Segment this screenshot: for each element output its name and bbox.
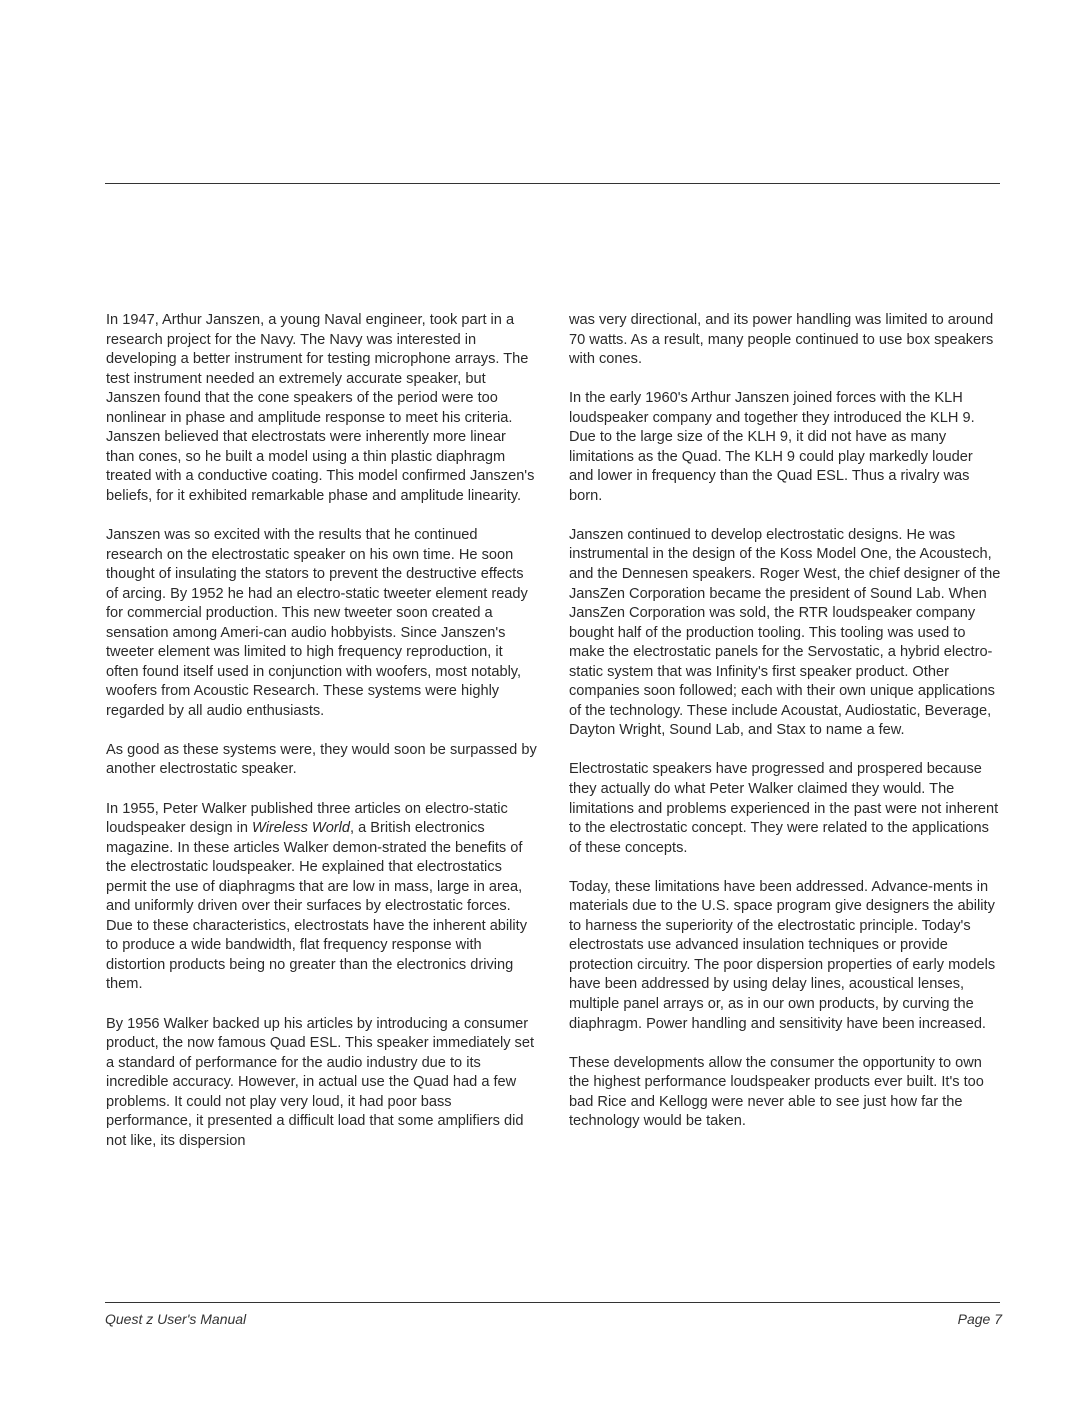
footer-manual-title: Quest z User's Manual bbox=[105, 1311, 247, 1327]
paragraph: Janszen was so excited with the results that he continued research on the electrostatic speaker on his own time. He soon thought of insulating the stators to prevent the destructive effects of arcing. By 1952 he had an electro-static tweeter element ready for commercial production. This new tweeter soon created a sensation among Ameri-can audio hobbyists. Since Janszen's tweeter element was limited to high frequency reproduction, it often found itself used in conjunction with woofers, most notably, woofers from Acoustic Research. These systems were highly regarded by all audio enthusiasts. bbox=[106, 526, 528, 719]
paragraph: Today, these limitations have been addressed. Advance-ments in materials due to the U.S. space program give designers the ability to harness the superiority of the electrostatic principle. Today's electrostats use advanced insulation techniques or provide protection circuitry. The poor dispersion properties of early models have been addressed by using delay lines, acoustical lenses, multiple panel arrays or, as in our own products, by curving the diaphragm. Power handling and sensitivity have been increased. bbox=[569, 878, 996, 1032]
header-rule bbox=[105, 183, 1000, 184]
right-column bbox=[569, 311, 1001, 1151]
paragraph: In the early 1960's Arthur Janszen joined forces with the KLH loudspeaker company and together they introduced the KLH 9. Due to the large size of the KLH 9, it did not have as many limitations as the Quad. The KLH 9 could play markedly louder and lower in frequency than the Quad ESL. Thus a rivalry was born. bbox=[569, 390, 975, 504]
paragraph bbox=[106, 800, 538, 995]
footer-rule bbox=[105, 1302, 1000, 1303]
paragraph: These developments allow the consumer the opportunity to own the highest performance loudspeaker products ever built. It's too bad Rice and Kellogg were never able to see just how far the technology would be taken. bbox=[569, 1054, 984, 1130]
paragraph: Janszen continued to develop electrostatic designs. He was instrumental in the design of the Koss Model One, the Acoustech, and the Dennesen speakers. Roger West, the chief designer of the JansZen Corporation became the president of Sound Lab. When JansZen Corporation was sold, the RTR loudspeaker company bought half of the production tooling. This tooling was used to make the electrostatic panels for the Servostatic, a hybrid electro-static system that was Infinity's first speaker product. Other companies soon followed; each with their own unique applications of the technology. These include Acoustat, Audiostatic, Beverage, Dayton Wright, Sound Lab, and Stax to name a few. bbox=[569, 526, 1001, 739]
paragraph: In 1947, Arthur Janszen, a young Naval engineer, took part in a research project for the Navy. The Navy was interested in developing a better instrument for testing microphone arrays. The test instrument needed an extremely accurate speaker, but Janszen found that the cone speakers of the period were too nonlinear in phase and amplitude response to meet his criteria. Janszen believed that electrostats were inherently more linear than cones, so he built a model using a thin plastic diaphragm treated with a conductive coating. This model confirmed Janszen's beliefs, for it exhibited remarkable phase and amplitude linearity. bbox=[106, 312, 535, 504]
paragraph: By 1956 Walker backed up his articles by introducing a consumer product, the now famous Quad ESL. This speaker immediately set a standard of performance for the audio industry due to its incredible accuracy. However, in actual use the Quad had a few problems. It could not play very loud, it had poor bass performance, it presented a difficult load that some amplifiers did not like, its dispersion bbox=[106, 1015, 535, 1149]
paragraph: Electrostatic speakers have progressed and prospered because they actually do what Peter Walker claimed they would. The limitations and problems experienced in the past were not inherent to the electrostatic concept. They were related to the applications of these concepts. bbox=[569, 761, 999, 856]
paragraph-text: , a British electronics magazine. In these articles Walker demon-strated the benefits of the electrostatic loudspeaker. He explained that electrostatics permit the use of diaphragms that are low in mass, large in area, and uniformly driven over their surfaces by electrostatic forces. Due to these characteristics, electrostats have the inherent ability to produce a wide bandwidth, flat frequency response with distortion products being no greater than the electronics driving them. bbox=[106, 820, 528, 993]
paragraph: was very directional, and its power handling was limited to around 70 watts. As a result, many people continued to use box speakers with cones. bbox=[569, 312, 994, 368]
paragraph-text: In 1955, Peter Walker published three articles on electro-static loudspeaker design in bbox=[106, 800, 508, 837]
footer-page-number: Page 7 bbox=[957, 1311, 1002, 1327]
left-column bbox=[106, 311, 538, 1171]
publication-title: Wireless World bbox=[252, 820, 351, 837]
paragraph: As good as these systems were, they would soon be surpassed by another electrostatic speaker. bbox=[106, 741, 537, 778]
